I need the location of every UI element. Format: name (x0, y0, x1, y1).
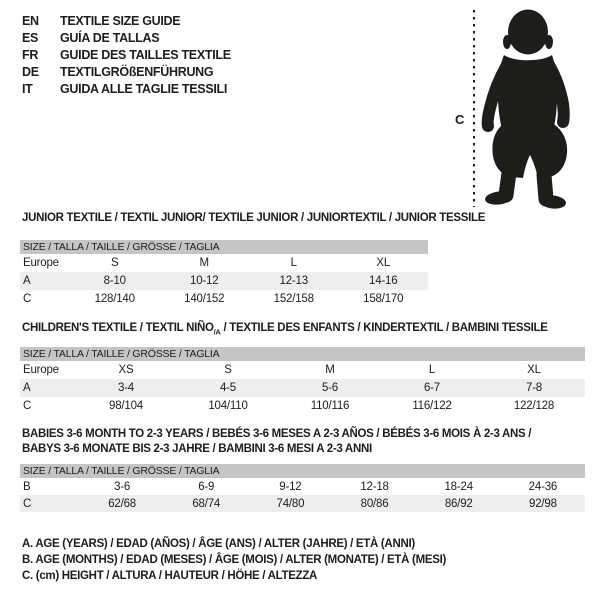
row-label: B (23, 480, 31, 493)
table-cell: 62/68 (80, 495, 164, 512)
table-row (20, 397, 585, 415)
children-title-subscript: /A (213, 327, 221, 337)
row-label: Europe (23, 257, 59, 269)
size-header-bar: SIZE / TALLA / TAILLE / GRÖSSE / TAGLIA (20, 464, 585, 478)
table-cell: 3-4 (75, 379, 177, 397)
table-row (20, 379, 585, 397)
table-cell: 122/128 (513, 400, 555, 412)
table-cell: L (428, 364, 436, 376)
table-cell: 14-16 (339, 272, 429, 290)
table-cell: 110/116 (310, 400, 350, 412)
table-cell: 4-5 (177, 379, 279, 397)
language-row (22, 64, 231, 81)
table-row (20, 254, 428, 272)
footnote-legend (22, 536, 446, 584)
table-cell: 98/104 (109, 400, 143, 412)
table-cell: 8-10 (70, 272, 160, 290)
table-cell: 7-8 (483, 379, 585, 397)
junior-size-table (20, 240, 428, 308)
table-cell: 92/98 (501, 495, 585, 512)
table-cell: XL (376, 257, 391, 269)
toddler-silhouette-icon (484, 10, 567, 210)
children-size-table (20, 347, 585, 415)
table-cell: 128/140 (94, 293, 135, 305)
table-cell: S (111, 257, 119, 269)
row-label: C (23, 293, 32, 305)
table-cell: 5-6 (279, 379, 381, 397)
row-label: Europe (23, 364, 59, 376)
language-code: IT (22, 82, 33, 96)
table-cell: 10-12 (160, 272, 250, 290)
table-cell: 104/110 (208, 400, 248, 412)
row-label: A (20, 272, 70, 290)
junior-section-title: JUNIOR TEXTILE / TEXTIL JUNIOR/ TEXTILE JUNIOR / JUNIORTEXTIL / JUNIOR TESSILE (22, 212, 486, 224)
language-row (22, 47, 231, 64)
table-cell: 6-9 (198, 480, 215, 493)
table-row (20, 361, 585, 379)
babies-section-title (22, 427, 531, 457)
table-cell: 158/170 (363, 293, 404, 305)
table-cell: XL (527, 364, 541, 376)
table-cell: 3-6 (114, 480, 131, 493)
size-header-bar: SIZE / TALLA / TAILLE / GRÖSSE / TAGLIA (20, 347, 585, 361)
table-cell: 80/86 (332, 495, 416, 512)
language-row (22, 81, 231, 98)
language-code: ES (22, 31, 39, 45)
guide-title: TEXTILE SIZE GUIDE (60, 14, 181, 28)
table-row (20, 290, 428, 308)
babies-size-table (20, 464, 585, 512)
footnote-a: A. AGE (YEARS) / EDAD (AÑOS) / ÂGE (ANS) / ALTER (JAHRE) / ETÀ (ANNI) (22, 538, 415, 550)
language-title-list (22, 13, 231, 98)
table-row (20, 272, 428, 290)
table-cell: 6-7 (381, 379, 483, 397)
row-label: A (20, 379, 75, 397)
language-code: DE (22, 65, 39, 79)
language-code: FR (22, 48, 39, 62)
children-section-title (22, 321, 548, 339)
table-cell: 86/92 (417, 495, 501, 512)
guide-title: GUIDA ALLE TAGLIE TESSILI (60, 82, 228, 96)
table-cell: L (290, 257, 297, 269)
table-cell: S (224, 364, 232, 376)
size-header-bar: SIZE / TALLA / TAILLE / GRÖSSE / TAGLIA (20, 240, 428, 254)
table-row (20, 478, 585, 495)
table-cell: 116/122 (412, 400, 452, 412)
table-row (20, 495, 585, 512)
children-title-post: / TEXTILE DES ENFANTS / KINDERTEXTIL / BAMBINI TESSILE (220, 322, 548, 334)
height-measure-label: C (455, 112, 465, 127)
table-cell: XS (118, 364, 134, 376)
toddler-figure (450, 5, 600, 215)
footnote-b: B. AGE (MONTHS) / EDAD (MESES) / ÂGE (MOIS) / ALTER (MONATE) / ETÀ (MESI) (22, 554, 447, 566)
language-row (22, 30, 231, 47)
table-cell: 18-24 (444, 480, 473, 493)
table-cell: 24-36 (528, 480, 558, 493)
language-code: EN (22, 14, 39, 28)
table-cell: 12-13 (249, 272, 339, 290)
guide-title: GUIDE DES TAILLES TEXTILE (60, 48, 231, 62)
guide-title: GUÍA DE TALLAS (60, 31, 160, 45)
table-cell: M (325, 364, 335, 376)
table-cell: 152/158 (273, 293, 314, 305)
footnote-c: C. (cm) HEIGHT / ALTURA / HAUTEUR / HÖHE / ALTEZZA (22, 570, 318, 582)
table-cell: 68/74 (164, 495, 248, 512)
table-cell: 12-18 (360, 480, 389, 493)
table-cell: 9-12 (279, 480, 302, 493)
children-title-pre: CHILDREN'S TEXTILE / TEXTIL NIÑO (22, 322, 214, 334)
babies-title-line2: BABYS 3-6 MONATE BIS 2-3 JAHRE / BAMBINI 3-6 MESI A 2-3 ANNI (22, 443, 372, 455)
guide-title: TEXTILGRÖßENFÜHRUNG (60, 65, 214, 79)
babies-title-line1: BABIES 3-6 MONTH TO 2-3 YEARS / BEBÉS 3-6 MESES A 2-3 AÑOS / BÉBÉS 3-6 MOIS À 2-3 ANS / (22, 428, 532, 440)
table-cell: M (199, 257, 209, 269)
table-cell: 74/80 (248, 495, 332, 512)
language-row (22, 13, 231, 30)
row-label: C (23, 400, 32, 412)
table-cell: 140/152 (184, 293, 225, 305)
row-label: C (20, 495, 80, 512)
